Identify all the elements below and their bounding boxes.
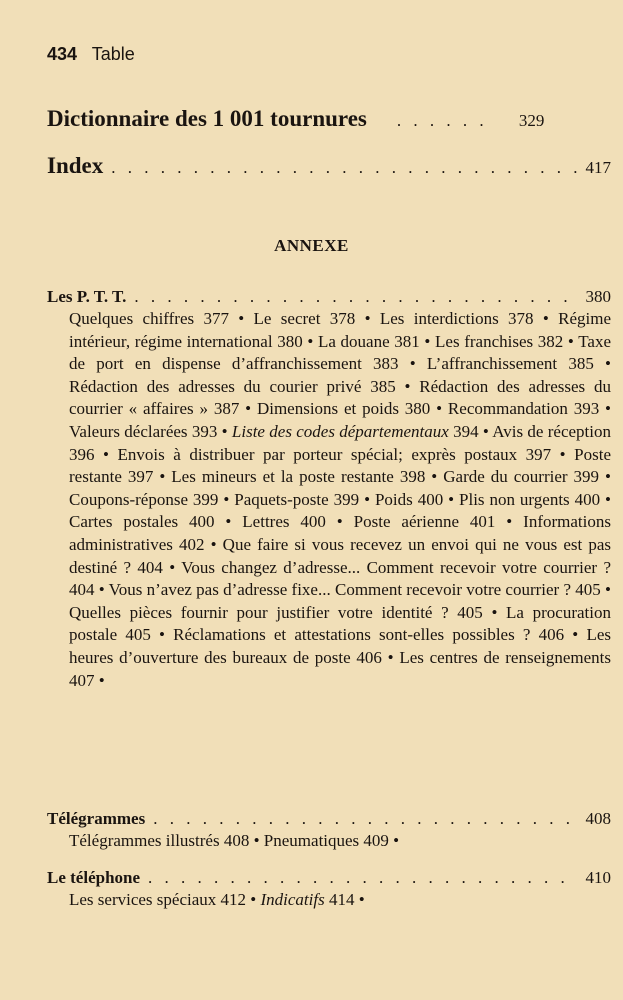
section-heading [47, 808, 611, 830]
description-text: Télégrammes illustrés 408 • Pneumatiques 409 • [69, 831, 400, 850]
section-description [69, 308, 611, 692]
section-page: 410 [585, 868, 611, 887]
section-ptt [47, 286, 611, 692]
description-italic: Indicatifs [260, 890, 325, 909]
dot-leader [134, 286, 577, 308]
toc-entry-page: 417 [585, 158, 611, 177]
dot-leader [153, 808, 577, 830]
section-telephone [47, 867, 611, 912]
section-description [69, 830, 611, 853]
annexe-heading: ANNEXE [274, 236, 349, 255]
section-heading [47, 286, 611, 308]
description-text: 394 • Avis de réception 396 • Envois à distribuer par porteur spécial; exprès postaux 397 • Poste restante 397 • Les mineurs et la poste restante 398 • Garde du courrier 399 • Coupons-réponse 399 • Paquets-poste 399 • Poids 400 • Plis non urgents 400 • Cartes postales 400 • Lettres 400 • Poste aérienne 401 • Informations administratives 402 • Que faire si vous recevez un envoi qui ne vous est pas destiné ? 404 • Vous changez d’adresse... Comment recevoir votre courrier ? 404 • Vous n’avez pas d’adresse fixe... Comment recevoir votre courrier ? 405 • Quelles pièces fournir pour justifier votre identité ? 405 • La procuration postale 405 • Réclamations et attestations sont-elles possibles ? 406 • Les heures d’ouverture des bureaux de poste 406 • Les centres de renseignements 407 • [69, 421, 611, 690]
toc-entry-title: Dictionnaire des 1 001 tournures [47, 106, 367, 131]
section-page: 408 [585, 809, 611, 828]
section-title: Les P. T. T. [47, 287, 127, 306]
section-title: Le téléphone [47, 868, 141, 887]
section-page: 380 [585, 287, 611, 306]
dot-leader [148, 867, 577, 889]
page-number: 434 [47, 44, 78, 64]
description-italic: Liste des codes départementaux [231, 421, 449, 441]
toc-entry-dictionnaire [47, 106, 611, 132]
dot-leader [397, 111, 497, 131]
toc-entry-page: 329 [518, 111, 545, 130]
description-text: Quelques chiffres 377 • Le secret 378 • Les interdictions 378 • Régime intérieur, régime international 380 • La douane 381 • Les franchises 382 • Taxe de port en dispense d’affranchissement 383 • L’affranchissement 385 • Rédaction des adresses du courier privé 385 • Rédaction des adresses du courrier « affaires » 387 • Dimensions et poids 380 • Recommandation 393 • Valeurs déclarées 393 • [69, 309, 611, 441]
section-title: Télégrammes [47, 809, 146, 828]
section-heading [47, 867, 611, 889]
description-text: Les services spéciaux 412 • [69, 890, 261, 909]
dot-leader [111, 158, 577, 178]
section-description [69, 889, 611, 912]
toc-entry-title: Index [47, 153, 104, 178]
section-telegrammes [47, 808, 611, 853]
running-head-title: Table [91, 44, 135, 64]
toc-entry-index [47, 153, 611, 179]
running-head [47, 44, 135, 65]
description-text: 414 • [324, 890, 365, 909]
